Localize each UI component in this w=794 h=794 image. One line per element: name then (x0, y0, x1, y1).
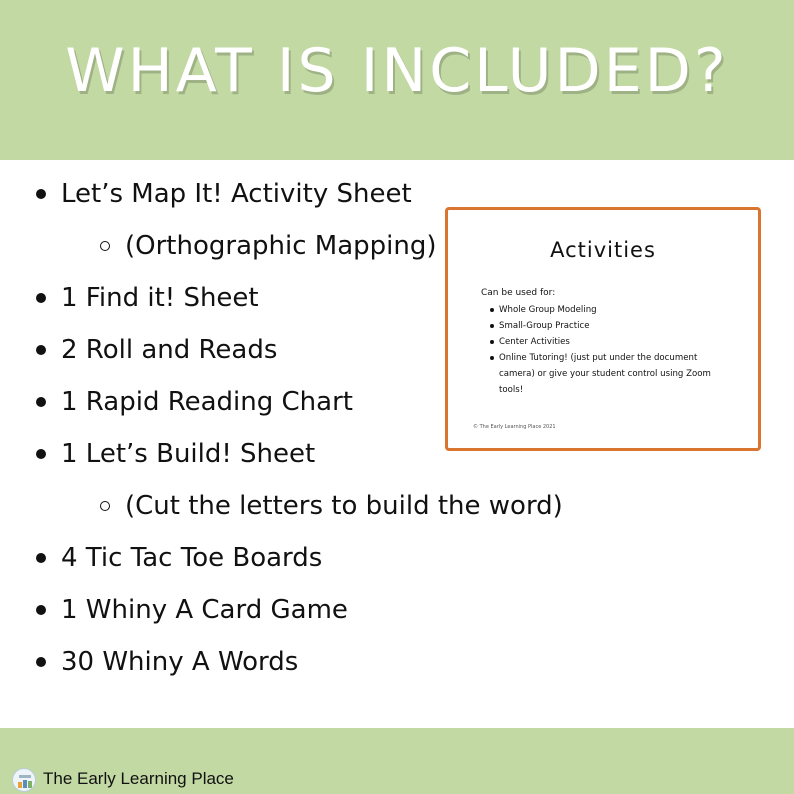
list-item-text: 4 Tic Tac Toe Boards (61, 543, 323, 573)
bullet-icon (36, 345, 46, 355)
card-bullet-text: Whole Group Modeling (499, 305, 597, 315)
hollow-bullet-icon (100, 241, 110, 251)
list-item-text: 1 Rapid Reading Chart (61, 387, 353, 417)
bullet-icon (490, 340, 494, 344)
card-title: Activities (550, 238, 656, 262)
list-item (32, 584, 592, 636)
footer-band (0, 728, 794, 794)
hollow-bullet-icon (100, 501, 110, 511)
bullet-icon (490, 356, 494, 360)
list-item-text: 30 Whiny A Words (61, 647, 299, 677)
list-item-text: 1 Whiny A Card Game (61, 595, 348, 625)
list-item (32, 532, 592, 584)
list-item-text: 1 Let’s Build! Sheet (61, 439, 316, 469)
card-bullet-list (481, 302, 731, 398)
card-bullet (481, 318, 731, 334)
activities-preview-card (445, 207, 761, 451)
header-band (0, 0, 794, 160)
bullet-icon (36, 605, 46, 615)
bullet-icon (36, 449, 46, 459)
card-bullet (481, 302, 731, 318)
bullet-icon (36, 189, 46, 199)
card-bullet-text: Center Activities (499, 337, 570, 347)
card-intro: Can be used for: (481, 288, 556, 298)
list-item-text: (Orthographic Mapping) (125, 231, 437, 261)
list-item-text: 2 Roll and Reads (61, 335, 278, 365)
bullet-icon (36, 397, 46, 407)
list-item (32, 636, 592, 688)
books-logo-icon (12, 768, 36, 792)
bullet-icon (490, 308, 494, 312)
page-title: WHAT IS INCLUDED? (65, 36, 729, 106)
card-copyright: © The Early Learning Place 2021 (473, 424, 556, 430)
list-item-text: 1 Find it! Sheet (61, 283, 259, 313)
list-item-text: (Cut the letters to build the word) (125, 491, 563, 521)
list-item-text: Let’s Map It! Activity Sheet (61, 179, 412, 209)
bullet-icon (36, 553, 46, 563)
brand-name: The Early Learning Place (43, 769, 234, 788)
card-bullet-text: Online Tutoring! (just put under the document camera) or give your student control using Zoom tools! (499, 353, 711, 395)
bullet-icon (36, 293, 46, 303)
card-bullet-text: Small-Group Practice (499, 321, 590, 331)
bullet-icon (36, 657, 46, 667)
card-bullet (481, 350, 731, 398)
card-bullet (481, 334, 731, 350)
list-subitem (32, 480, 592, 532)
bullet-icon (490, 324, 494, 328)
